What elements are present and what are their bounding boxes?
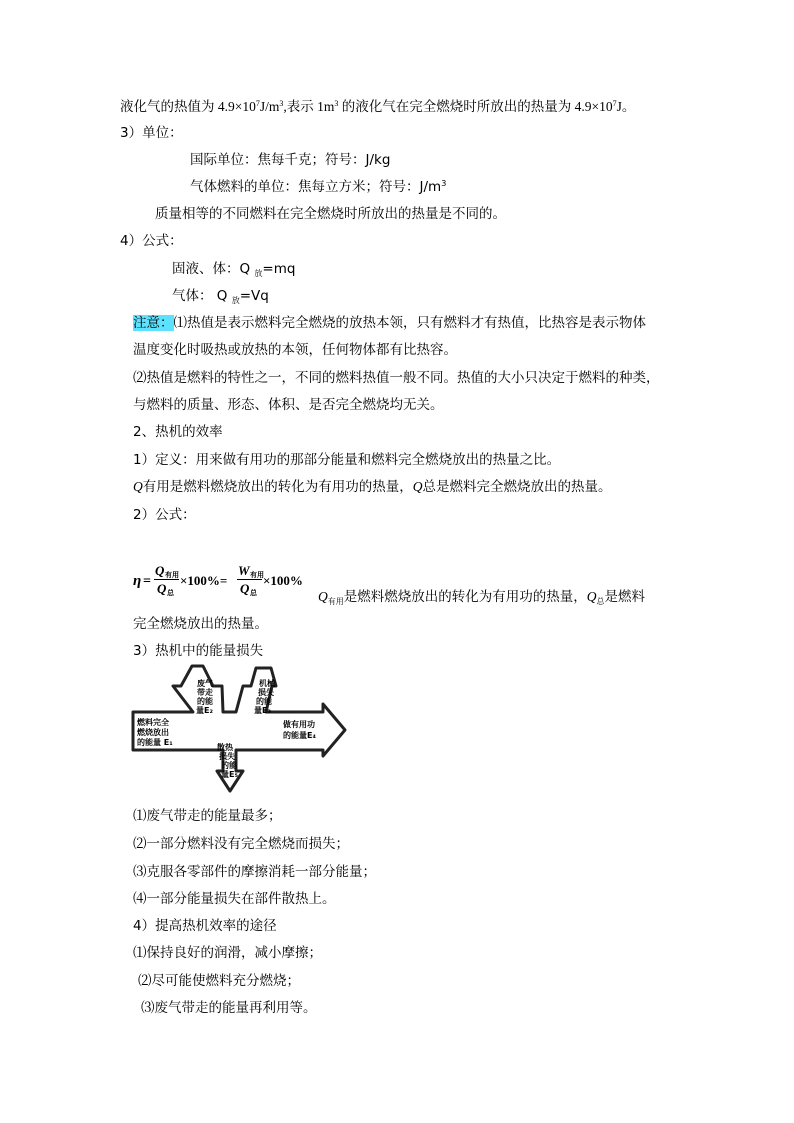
text-segment: 总是燃料完全燃烧放出的热量。 [422, 479, 612, 495]
text-segment: 的液化气在完全燃烧时所放出的热量为 4.9×10 [338, 99, 613, 114]
efficiency-formula-heading: 2）公式： [133, 507, 196, 523]
q-useful-sub: 有用 [165, 571, 179, 579]
label-e5-line1: 散热 [217, 743, 233, 752]
w-useful: W [238, 563, 250, 578]
label-e2-line1: 废气 [197, 679, 213, 688]
exponent: 3 [334, 99, 339, 108]
w-useful-sub: 有用 [250, 571, 264, 579]
text-segment: J/m [259, 99, 280, 114]
subscript: 放 [231, 296, 240, 305]
text-segment: J。 [616, 99, 636, 114]
efficiency-definition: 1）定义：用来做有用功的那部分能量和燃料完全燃烧放出的热量之比。 [133, 452, 561, 468]
improve-heading: 4）提高热机效率的途径 [133, 918, 277, 934]
times-100-2: ×100% [263, 573, 303, 588]
loss-heading: 3）热机中的能量损失 [133, 643, 264, 659]
q-total-2-sub: 总 [250, 589, 257, 597]
text-segment: 有用是燃料燃烧放出的转化为有用功的热量， [142, 479, 413, 495]
text-segment: 是燃料燃烧放出的转化为有用功的热量， [343, 589, 587, 605]
label-e2-line2: 带走 [197, 688, 213, 697]
exponent: 3 [441, 179, 447, 188]
efficiency-q-explanation [133, 478, 612, 496]
text-segment: Q [412, 479, 423, 494]
unit-gas [190, 178, 446, 196]
text-segment: 固液、体：Q [172, 261, 255, 277]
formula-solid [172, 260, 295, 278]
text-segment: Q [586, 589, 597, 604]
text-segment: 是燃料 [604, 589, 645, 605]
unit-note: 质量相等的不同燃料在完全燃烧时所放出的热量是不同的。 [155, 206, 506, 222]
text-segment: Q [318, 589, 328, 604]
label-e2-line4: 量E₂ [196, 706, 213, 715]
formula-heading: 4）公式： [120, 233, 183, 249]
subscript: 放 [254, 269, 263, 278]
q-total: Q [157, 581, 167, 596]
energy-loss-diagram [131, 664, 349, 796]
times-100-1: ×100%= [180, 573, 228, 588]
label-e5-line3: 的能 [221, 761, 237, 770]
label-e2-line3: 的能 [197, 697, 213, 706]
notice-line-4: 与燃料的质量、形态、体积、是否完全燃烧均无关。 [133, 397, 444, 413]
exponent: 3 [279, 99, 284, 108]
text-segment: ,表示 1m [283, 99, 335, 114]
loss-item-3: ⑶克服各零部件的摩擦消耗一部分能量； [133, 864, 376, 880]
equals-sign: = [143, 574, 151, 589]
notice-line-1 [133, 314, 646, 332]
efficiency-title: 2、热机的效率 [133, 424, 223, 440]
text-segment: 气体： Q [172, 288, 232, 304]
text-segment: Q [133, 479, 143, 494]
label-e1-line2: 燃烧放出 [137, 728, 169, 737]
q-total-2: Q [240, 581, 250, 596]
label-e4-line2: 的能量E₄ [283, 731, 316, 740]
label-e3-line2: 损失 [258, 688, 274, 697]
efficiency-formula [133, 563, 313, 597]
eta-symbol: η [133, 573, 142, 589]
loss-item-4: ⑷一部分能量损失在部件散热上。 [133, 891, 336, 907]
notice-line-3: ⑵热值是燃料的特性之一，不同的燃料热值一般不同。热值的大小只决定于燃料的种类， [133, 370, 660, 386]
label-e1-line1: 燃料完全 [137, 718, 169, 727]
exponent: 7 [612, 99, 617, 108]
formula-explanation-cont: 完全燃烧放出的热量。 [133, 616, 268, 632]
label-e3-line3: 的能 [256, 697, 272, 706]
formula-explanation [318, 588, 645, 606]
label-e5-line4: 量E₅ [221, 770, 238, 779]
loss-item-1: ⑴废气带走的能量最多； [133, 808, 282, 824]
label-e1-line3: 的能量 E₁ [137, 738, 173, 747]
subscript: 总 [596, 597, 605, 606]
improve-item-3: ⑶废气带走的能量再利用等。 [141, 1000, 317, 1016]
formula-gas [172, 287, 269, 305]
unit-intl: 国际单位：焦每千克；符号：J/kg [190, 152, 391, 168]
q-useful: Q [155, 563, 165, 578]
improve-item-2: ⑵尽可能使燃料充分燃烧； [138, 973, 300, 989]
text-segment: =mq [262, 261, 296, 277]
label-e4-line1: 做有用功 [283, 720, 315, 729]
subscript: 有用 [327, 597, 344, 606]
exponent: 7 [255, 99, 260, 108]
improve-item-1: ⑴保持良好的润滑，减小摩擦； [133, 945, 322, 961]
heat-value-example [120, 98, 635, 116]
unit-heading: 3）单位： [120, 125, 183, 141]
notice-label: 注意： [133, 315, 174, 331]
text-segment: 液化气的热值为 4.9×10 [120, 99, 256, 114]
q-total-sub: 总 [167, 589, 174, 597]
loss-item-2: ⑵一部分燃料没有完全燃烧而损失； [133, 836, 349, 852]
label-e3-line4: 量E₃ [254, 706, 271, 715]
notice-line-2: 温度变化时吸热或放热的本领，任何物体都有比热容。 [133, 342, 457, 358]
text-segment: ⑴热值是表示燃料完全燃烧的放热本领，只有燃料才有热值，比热容是表示物体 [173, 315, 646, 331]
label-e3-line1: 机械 [259, 679, 275, 688]
label-e5-line2: 损失 [219, 752, 235, 761]
text-segment: =Vq [239, 288, 269, 304]
text-segment: 气体燃料的单位：焦每立方米；符号：J/m [190, 179, 442, 195]
